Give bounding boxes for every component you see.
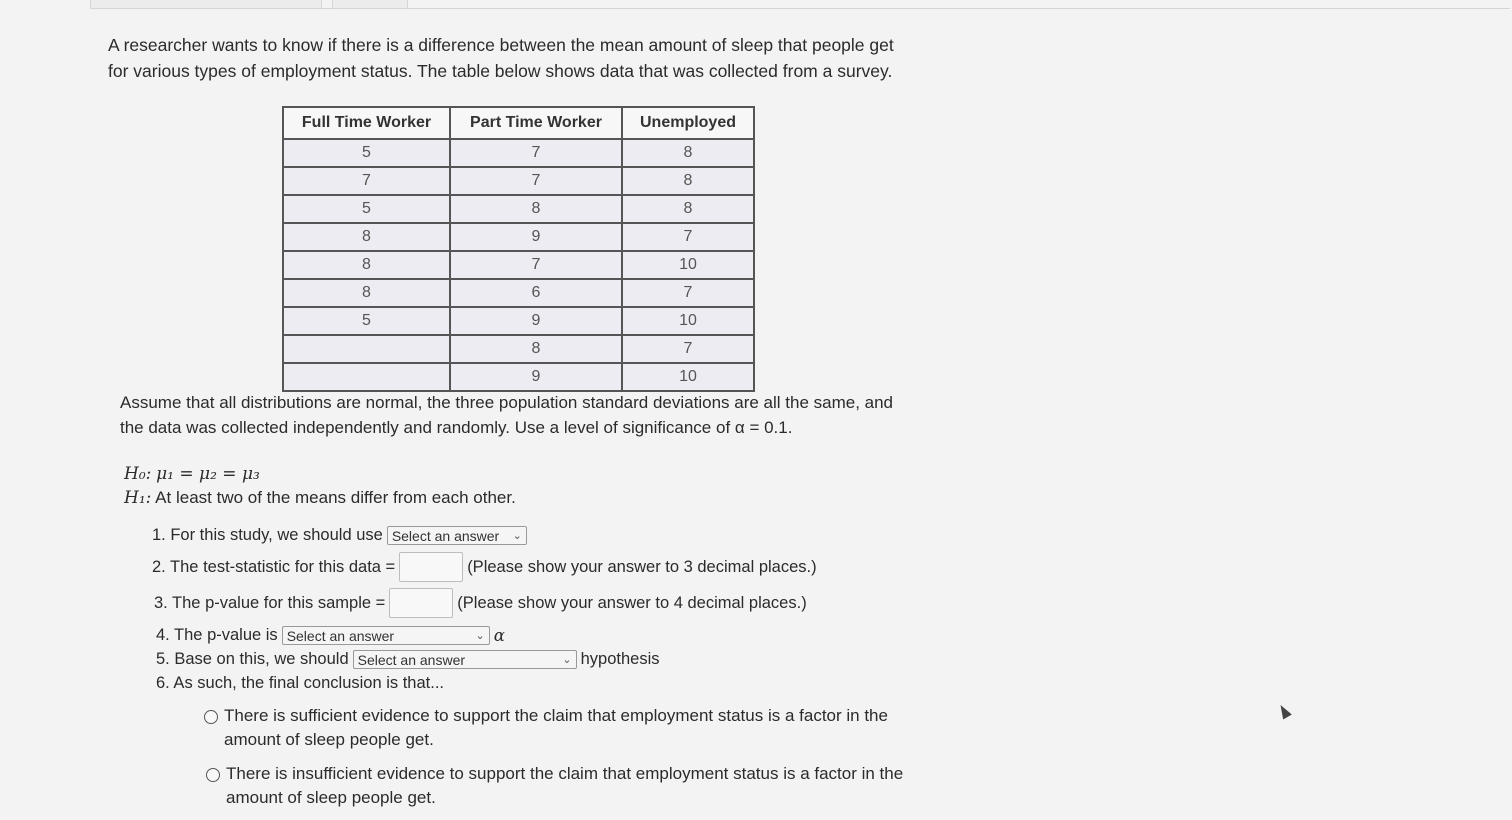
table-cell: 8 — [283, 251, 450, 279]
table-cell: 7 — [622, 335, 754, 363]
table-row — [283, 167, 754, 195]
question-5 — [156, 650, 660, 669]
table-cell: 10 — [622, 307, 754, 335]
table-cell: 5 — [283, 307, 450, 335]
column-header: Unemployed — [622, 107, 754, 139]
table-cell: 10 — [622, 251, 754, 279]
question-label: 4. The p-value is — [156, 626, 278, 644]
question-2 — [152, 552, 817, 582]
conclusion-option-insufficient[interactable] — [206, 762, 906, 810]
test-statistic-input[interactable] — [399, 552, 463, 582]
table-cell: 8 — [450, 335, 622, 363]
table-row — [283, 139, 754, 167]
question-hint: (Please show your answer to 3 decimal places.) — [467, 557, 817, 576]
table-row — [283, 279, 754, 307]
table-cell: 6 — [450, 279, 622, 307]
question-label: 6. As such, the final conclusion is that... — [156, 674, 444, 692]
p-value-input[interactable] — [389, 588, 453, 618]
table-cell: 5 — [283, 139, 450, 167]
question-6 — [156, 674, 444, 693]
table-cell: 7 — [622, 279, 754, 307]
h0-statement: μ₁ = μ₂ = μ₃ — [156, 464, 260, 484]
select-value: Select an answer — [286, 627, 395, 644]
test-type-select[interactable] — [387, 526, 527, 545]
problem-intro: A researcher wants to know if there is a difference between the mean amount of sleep that people get for various types of employment status. The table below shows data that was collected from a survey. — [108, 35, 894, 81]
h1-label: H₁: — [124, 488, 152, 508]
chevron-down-icon: ⌄ — [475, 630, 485, 642]
table-row — [283, 335, 754, 363]
question-1 — [152, 526, 531, 545]
question-3 — [154, 588, 807, 618]
table-cell: 7 — [283, 167, 450, 195]
question-label: 3. The p-value for this sample = — [154, 593, 386, 612]
table-cell: 7 — [450, 167, 622, 195]
table-cell: 7 — [450, 139, 622, 167]
select-value: Select an answer — [391, 527, 500, 544]
chevron-down-icon: ⌄ — [562, 654, 572, 666]
table-cell — [283, 363, 450, 391]
table-cell: 8 — [283, 223, 450, 251]
table-row — [283, 195, 754, 223]
option-label: There is insufficient evidence to support the claim that employment status is a factor in the amount of sleep people get. — [226, 764, 904, 807]
table-row — [283, 251, 754, 279]
conclusion-option-sufficient[interactable] — [204, 704, 894, 752]
question-label: 1. For this study, we should use — [152, 526, 383, 544]
decision-select[interactable] — [353, 650, 577, 669]
question-4 — [156, 626, 505, 645]
hypotheses — [124, 462, 516, 510]
h1-statement: At least two of the means differ from each other. — [155, 488, 516, 507]
table-header-row — [283, 107, 754, 139]
null-hypothesis — [124, 462, 516, 486]
table-row — [283, 363, 754, 391]
mouse-cursor-icon — [1276, 702, 1292, 719]
table-cell: 7 — [450, 251, 622, 279]
question-label: 2. The test-statistic for this data = — [152, 557, 396, 576]
table-cell: 8 — [622, 167, 754, 195]
question-hint: (Please show your answer to 4 decimal places.) — [457, 593, 807, 612]
table-cell: 8 — [283, 279, 450, 307]
column-header: Part Time Worker — [450, 107, 622, 139]
table-cell: 8 — [622, 195, 754, 223]
top-tab[interactable] — [90, 0, 322, 9]
p-value-comparison-select[interactable] — [282, 626, 490, 645]
question-suffix: hypothesis — [580, 650, 660, 668]
question-label: 5. Base on this, we should — [156, 650, 349, 668]
table-cell: 5 — [283, 195, 450, 223]
top-tab[interactable] — [332, 0, 408, 9]
table-cell: 10 — [622, 363, 754, 391]
alternative-hypothesis — [124, 486, 516, 510]
assumption-text: Assume that all distributions are normal, the three population standard deviations are all the same, and the data was collected independently and randomly. Use a level of significance of α = 0.1. — [120, 393, 894, 437]
table-cell: 8 — [622, 139, 754, 167]
radio-button[interactable] — [206, 768, 220, 782]
table-row — [283, 223, 754, 251]
h0-label: H₀: — [124, 464, 152, 484]
radio-button[interactable] — [204, 710, 218, 724]
sleep-data-table — [282, 106, 755, 392]
table-cell — [283, 335, 450, 363]
table-cell: 7 — [622, 223, 754, 251]
option-label: There is sufficient evidence to support the claim that employment status is a factor in the amount of sleep people get. — [224, 706, 888, 749]
column-header: Full Time Worker — [283, 107, 450, 139]
table-row — [283, 307, 754, 335]
alpha-symbol: α — [493, 626, 505, 645]
table-cell: 9 — [450, 223, 622, 251]
table-cell: 9 — [450, 363, 622, 391]
select-value: Select an answer — [357, 651, 466, 668]
chevron-down-icon: ⌄ — [512, 530, 522, 542]
table-cell: 9 — [450, 307, 622, 335]
table-cell: 8 — [450, 195, 622, 223]
